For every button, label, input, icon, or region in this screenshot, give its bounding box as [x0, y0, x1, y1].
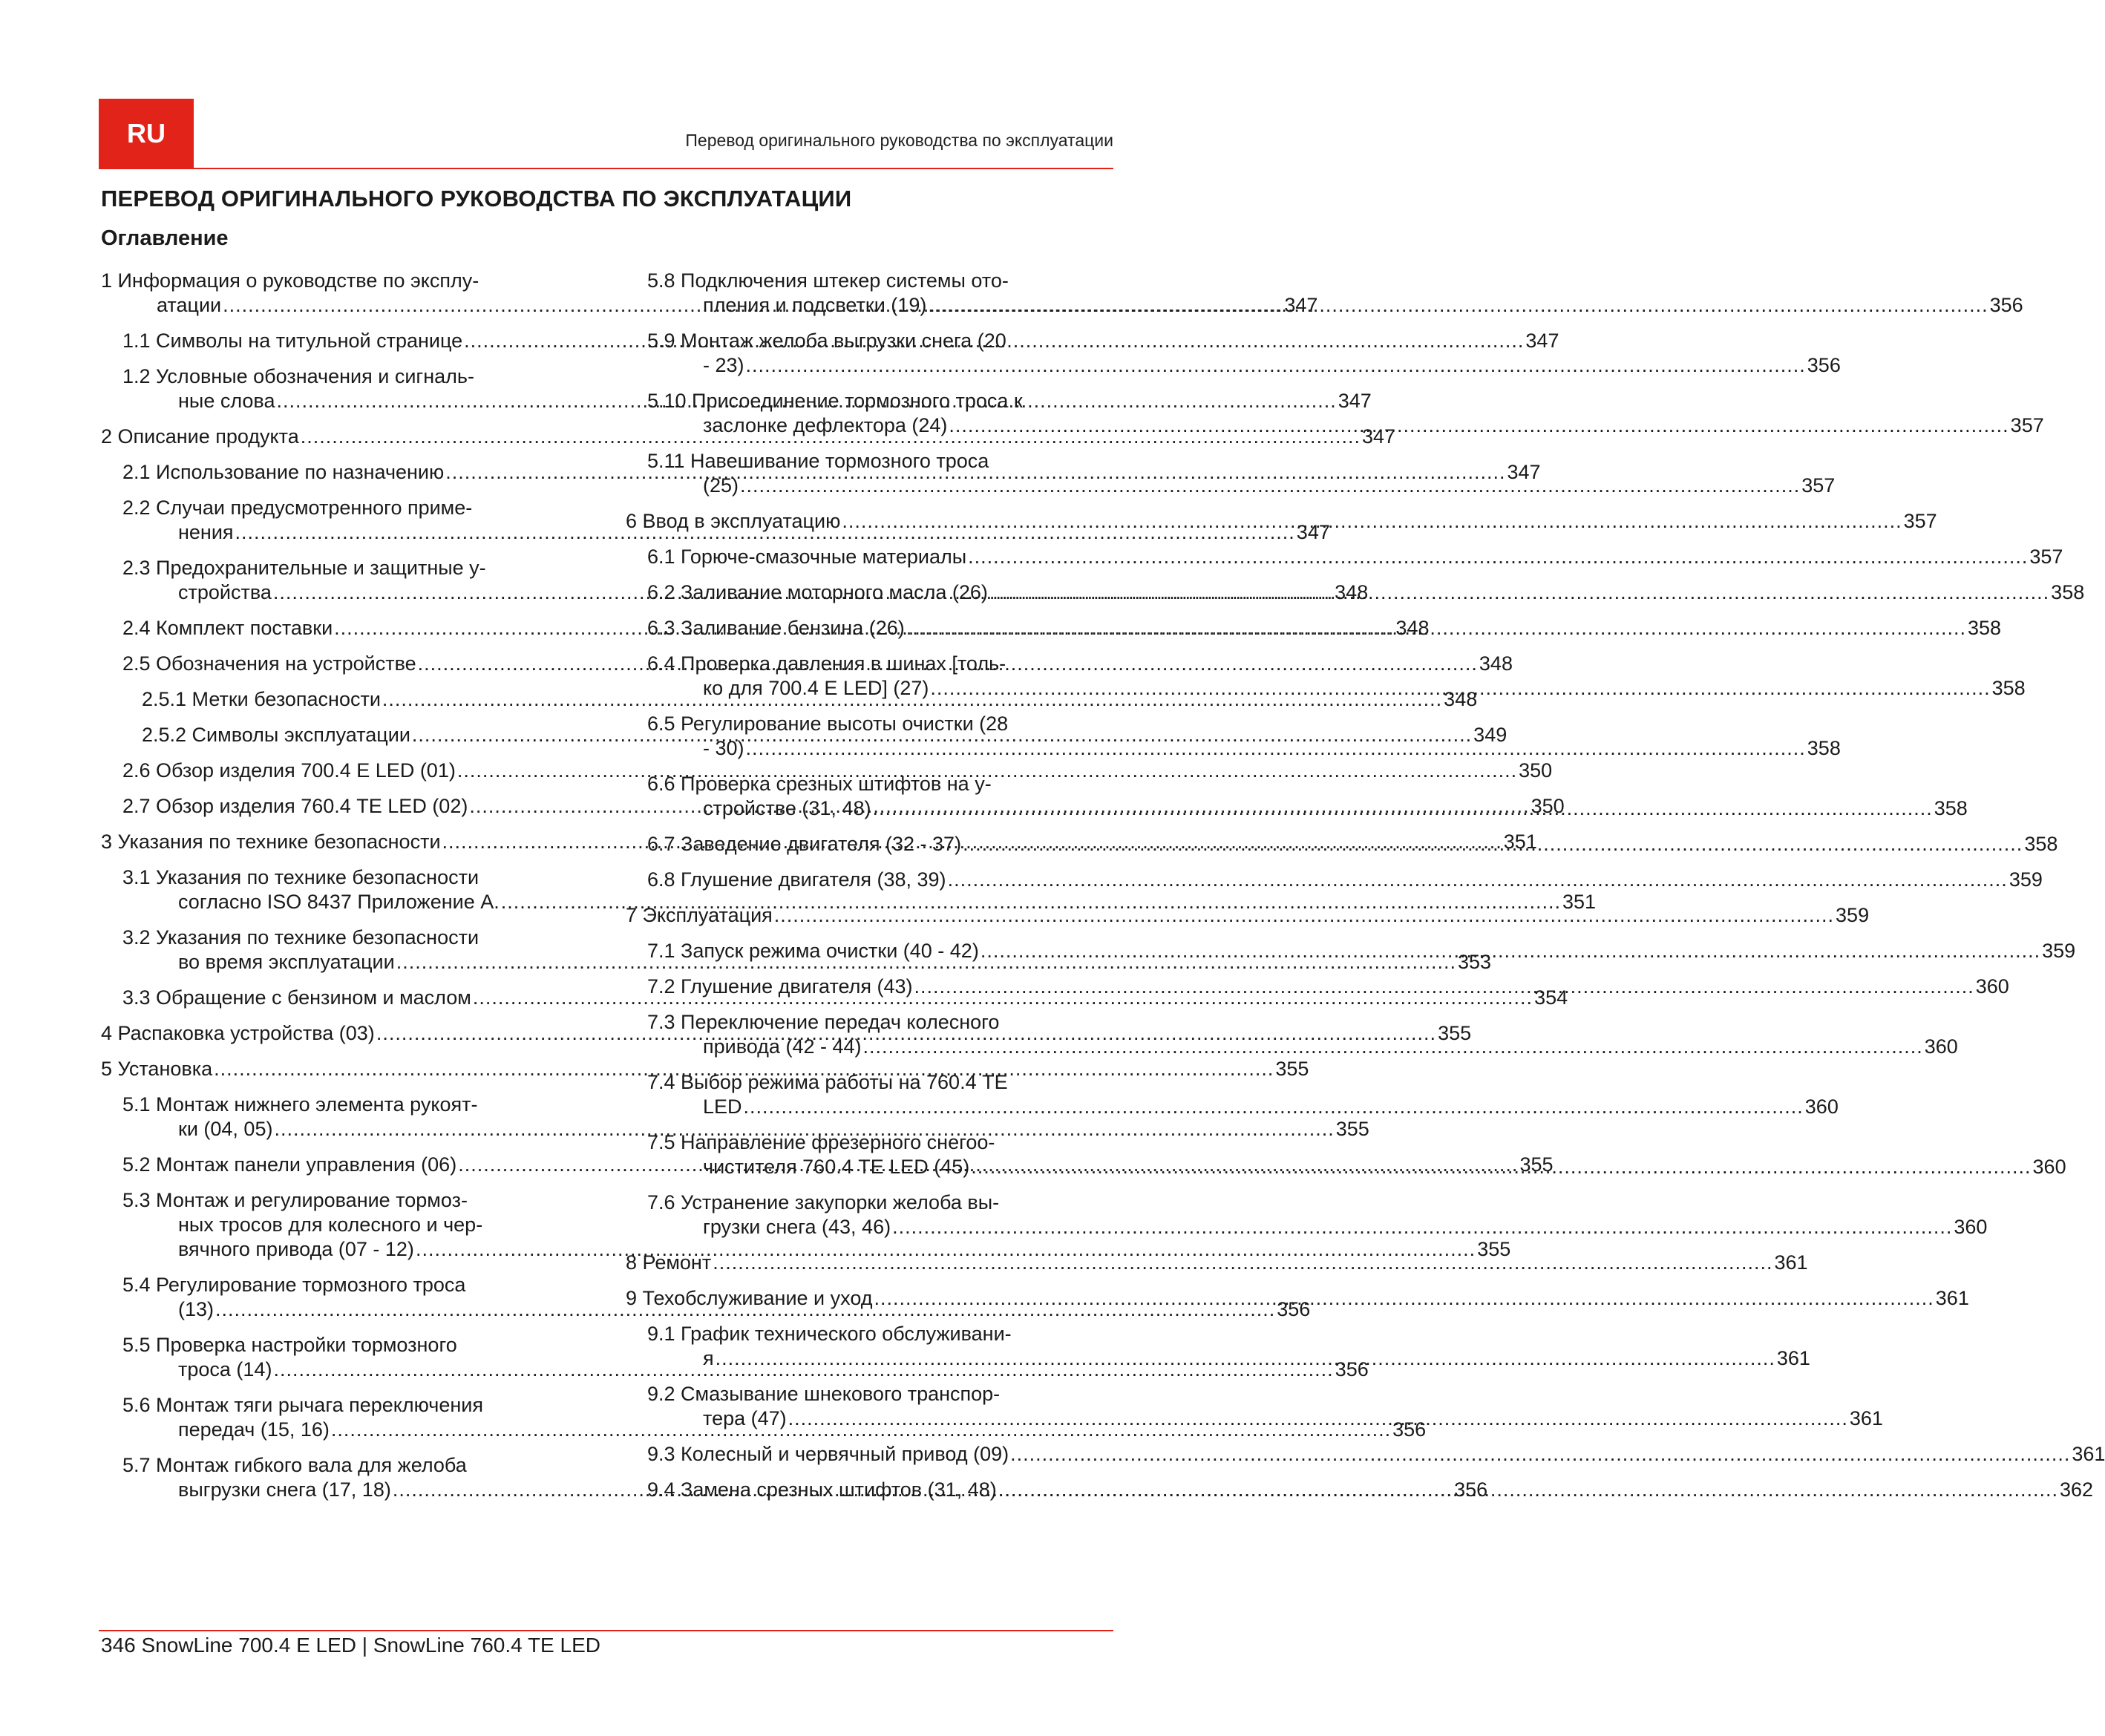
toc-entry-title: 7.1 Запуск режима очистки (40 - 42)	[647, 940, 979, 962]
toc-entry[interactable]	[626, 1442, 2105, 1467]
toc-entry-title-start: 9.2 Смазывание шнекового транспор-	[647, 1383, 1001, 1405]
toc-entry-title-start: 6.5 Регулирование высоты очистки (28	[647, 713, 1009, 735]
toc-entry-title-start: 1.2 Условные обозначения и сигналь-	[122, 365, 474, 387]
toc-page-number: 347	[1284, 294, 1318, 316]
toc-entry-title-start: 5.4 Регулирование тормозного троса	[122, 1274, 466, 1296]
toc-page-number: 356	[1335, 1358, 1369, 1380]
toc-entry-title: заслонке дефлектора (24)	[703, 414, 948, 436]
dot-leader	[892, 1215, 1952, 1239]
toc-page-number: 357	[2029, 546, 2063, 568]
toc-entry-title: 6.7 Заведение двигателя (32 - 37)	[647, 833, 962, 855]
dot-leader	[989, 580, 2049, 605]
toc-entry-title: чистителя 760.4 TE LED (45)	[703, 1156, 970, 1178]
toc-entry-title-start: 3.1 Указания по технике безопасности	[122, 866, 479, 888]
toc-entry-title: 6.3 Заливание бензина (26)	[647, 617, 905, 639]
toc-page-number: 353	[1457, 951, 1492, 973]
footer-rule	[99, 1630, 1113, 1631]
toc-entry-title: 8 Ремонт	[626, 1251, 712, 1274]
dot-leader	[968, 545, 2028, 569]
dot-leader	[872, 796, 1932, 821]
toc-entry-title-start: 5.11 Навешивание тормозного троса	[647, 450, 989, 472]
dot-leader	[744, 1095, 1804, 1119]
toc-entry-title: - 23)	[703, 354, 744, 376]
toc-entry-title-start: 6.6 Проверка срезных штифтов на у-	[647, 773, 992, 795]
toc-entry-title: 1.1 Символы на титульной странице	[122, 330, 463, 352]
toc-page-number: 351	[1503, 831, 1537, 853]
toc-entry[interactable]	[626, 1070, 1839, 1119]
toc-entry-title-start: 6.4 Проверка давления в шинах [толь-	[647, 652, 1006, 675]
toc-page-number: 359	[1836, 904, 1870, 926]
toc-entry-title: 2.4 Комплект поставки	[122, 617, 333, 639]
header-rule	[99, 168, 1113, 169]
dot-leader	[774, 903, 1834, 928]
toc-entry-title: ные слова	[178, 390, 275, 412]
toc-page-number: 348	[1444, 688, 1478, 710]
toc-entry-title: тера (47)	[703, 1407, 787, 1429]
toc-entry-title: 3 Указания по технике безопасности	[101, 831, 441, 853]
dot-leader	[914, 975, 1974, 999]
toc-entry-title: 2 Описание продукта	[101, 425, 299, 448]
toc-entry-title: 3.3 Обращение с бензином и маслом	[122, 986, 471, 1009]
toc-page-number: 358	[1934, 797, 1968, 819]
toc-page-number: 360	[1924, 1035, 1958, 1058]
footer-text: 346 SnowLine 700.4 E LED | SnowLine 760.4 TE LED	[101, 1634, 600, 1657]
running-header: Перевод оригинального руководства по эксплуатации	[685, 131, 1113, 150]
toc-page-number: 359	[2042, 940, 2076, 962]
toc-page-number: 358	[1807, 737, 1841, 759]
toc-entry-title: согласно ISO 8437 Приложение А.	[178, 891, 500, 913]
toc-page-number: 350	[1531, 795, 1565, 817]
toc-entry-title: троса (14)	[178, 1358, 272, 1380]
toc-page-number: 348	[1395, 617, 1430, 639]
dot-leader	[930, 676, 1990, 701]
toc-page-number: 356	[1392, 1418, 1427, 1441]
toc-page-number: 361	[2072, 1443, 2105, 1465]
toc-entry-title-start: 2.3 Предохранительные и защитные у-	[122, 557, 486, 579]
toc-entry-title: 6 Ввод в эксплуатацию	[626, 510, 841, 532]
dot-leader	[746, 353, 1806, 378]
toc-page-number: 347	[1507, 461, 1541, 483]
toc-page-number: 357	[1903, 510, 1937, 532]
toc-page-number: 355	[1477, 1238, 1511, 1260]
toc-page-number: 355	[1438, 1022, 1472, 1044]
toc-entry-title-start: 5.7 Монтаж гибкого вала для желоба	[122, 1454, 467, 1476]
toc-entry-title: 2.1 Использование по назначению	[122, 461, 445, 483]
dot-leader	[981, 939, 2040, 963]
toc-entry-title-start: 3.2 Указания по технике безопасности	[122, 926, 479, 949]
dot-leader	[963, 832, 2023, 856]
toc-page-number: 348	[1335, 581, 1369, 603]
toc-entry-title-start: ных тросов для колесного и чер-	[178, 1213, 483, 1236]
toc-page-number: 347	[1338, 390, 1372, 412]
toc-entry-title: вячного привода (07 - 12)	[178, 1238, 414, 1260]
toc-page-number: 361	[1774, 1251, 1808, 1274]
toc-page-number: 360	[2032, 1156, 2066, 1178]
toc-entry-title: 6.1 Горюче-смазочные материалы	[647, 546, 967, 568]
dot-leader	[746, 736, 1806, 761]
toc-entry-title: выгрузки снега (17, 18)	[178, 1478, 391, 1501]
toc-entry-title: грузки снега (43, 46)	[703, 1216, 891, 1238]
dot-leader	[949, 413, 2009, 438]
dot-leader	[971, 1155, 2031, 1179]
toc-entry-title: (13)	[178, 1298, 215, 1320]
dot-leader	[740, 474, 1800, 498]
toc-entry-title-start: 5.6 Монтаж тяги рычага переключения	[122, 1394, 483, 1416]
language-code: RU	[127, 117, 166, 148]
toc-entry-title: 6.8 Глушение двигателя (38, 39)	[647, 868, 946, 891]
toc-page-number: 357	[1801, 474, 1836, 497]
toc-entry-title-start: 7.4 Выбор режима работы на 760.4 TE	[647, 1071, 1008, 1093]
toc-page-number: 358	[1991, 677, 2026, 699]
toc-page-number: 347	[1296, 521, 1330, 543]
toc-entry-title: 2.7 Обзор изделия 760.4 TE LED (02)	[122, 795, 468, 817]
toc-page-number: 358	[1968, 617, 2002, 639]
toc-page-number: 358	[2024, 833, 2058, 855]
toc-entry-title-start: 5.8 Подключения штекер системы ото-	[647, 269, 1009, 292]
toc-entry-title-start: 5.3 Монтаж и регулирование тормоз-	[122, 1189, 468, 1211]
toc-page-number: 355	[1519, 1153, 1554, 1176]
toc-page-number: 347	[1525, 330, 1559, 352]
toc-page-number: 350	[1519, 759, 1553, 782]
toc-entry-title: 7.2 Глушение двигателя (43)	[647, 975, 913, 998]
toc-heading: Оглавление	[101, 226, 229, 250]
document-title: ПЕРЕВОД ОРИГИНАЛЬНОГО РУКОВОДСТВА ПО ЭКСПЛУАТАЦИИ	[101, 186, 852, 212]
toc-entry-title: 9.4 Замена срезных штифтов (31, 48)	[647, 1478, 997, 1501]
toc-page-number: 356	[1989, 294, 2023, 316]
toc-entry-title-start: 7.3 Переключение передач колесного	[647, 1011, 1000, 1033]
toc-entry-title-start: 2.2 Случаи предусмотренного приме-	[122, 497, 473, 519]
toc-entry[interactable]	[626, 545, 2063, 569]
toc-entry-title: пления и подсветки (19)	[703, 294, 927, 316]
toc-page-number: 361	[1935, 1287, 1969, 1309]
dot-leader	[928, 293, 1988, 318]
toc-entry-title: во время эксплуатации	[178, 951, 395, 973]
toc-page-number: 362	[2059, 1478, 2094, 1501]
toc-entry-title-start: 7.5 Направление фрезерного снегоо-	[647, 1131, 995, 1153]
toc-page-number: 351	[1562, 891, 1597, 913]
dot-leader	[716, 1346, 1775, 1371]
toc-page-number: 347	[1362, 425, 1396, 448]
toc-entry-title: нения	[178, 521, 234, 543]
toc-entry-title: атации	[157, 294, 222, 316]
dot-leader	[874, 1286, 1934, 1311]
toc-entry-title: 5.2 Монтаж панели управления (06)	[122, 1153, 457, 1176]
toc-entry-title: 7 Эксплуатация	[626, 904, 773, 926]
toc-page-number: 359	[2009, 868, 2043, 891]
dot-leader	[948, 868, 2008, 892]
toc-entry-title: 4 Распаковка устройства (03)	[101, 1022, 375, 1044]
toc-page-number: 361	[1849, 1407, 1883, 1429]
toc-page-number: 349	[1473, 724, 1507, 746]
dot-leader	[788, 1406, 1848, 1431]
dot-leader	[998, 1478, 2058, 1502]
toc-entry[interactable]	[626, 868, 2043, 892]
toc-entry-title: я	[703, 1347, 714, 1369]
toc-entry-title-start: 1 Информация о руководстве по эксплу-	[101, 269, 479, 292]
toc-entry-title: - 30)	[703, 737, 744, 759]
toc-entry-title-start: 5.10 Присоединение тормозного троса к	[647, 390, 1023, 412]
toc-entry-title: LED	[703, 1095, 742, 1118]
toc-entry[interactable]	[101, 759, 1553, 783]
dot-leader	[863, 1035, 1923, 1059]
toc-entry-title: 2.5.2 Символы эксплуатации	[142, 724, 410, 746]
toc-entry-title: 2.6 Обзор изделия 700.4 E LED (01)	[122, 759, 456, 782]
dot-leader	[713, 1251, 1772, 1275]
toc-entry-title: привода (42 - 44)	[703, 1035, 862, 1058]
toc-entry-title-start: 7.6 Устранение закупорки желоба вы-	[647, 1191, 1000, 1213]
toc-entry[interactable]	[626, 903, 1870, 928]
toc-page-number: 360	[1954, 1216, 1988, 1238]
toc-entry[interactable]	[626, 1251, 1808, 1275]
toc-entry-title: стройства	[178, 581, 272, 603]
toc-entry-title-start: 5.5 Проверка настройки тормозного	[122, 1334, 457, 1356]
toc-entry-title: передач (15, 16)	[178, 1418, 330, 1441]
dot-leader	[1010, 1442, 2070, 1467]
toc-page-number: 360	[1804, 1095, 1839, 1118]
toc-entry-title-start: 5.1 Монтаж нижнего элемента рукоят-	[122, 1093, 478, 1116]
toc-entry-title: 2.5.1 Метки безопасности	[142, 688, 381, 710]
toc-page-number: 356	[1277, 1298, 1311, 1320]
toc-entry[interactable]	[101, 1057, 1309, 1081]
toc-page-number: 360	[1975, 975, 2009, 998]
toc-page-number: 356	[1454, 1478, 1488, 1501]
dot-leader	[842, 509, 1902, 534]
toc-entry[interactable]	[626, 1190, 1988, 1239]
toc-page-number: 354	[1534, 986, 1568, 1009]
toc-page-number: 356	[1807, 354, 1841, 376]
toc-entry-title: 9.3 Колесный и червячный привод (09)	[647, 1443, 1009, 1465]
toc-page-number: 355	[1335, 1118, 1369, 1140]
toc-entry-title: 5 Установка	[101, 1058, 213, 1080]
toc-page-number: 348	[1479, 652, 1513, 675]
dot-leader	[906, 616, 1966, 641]
toc-entry-title: (25)	[703, 474, 739, 497]
toc-page-number: 357	[2010, 414, 2044, 436]
toc-entry-title: стройстве (31, 48)	[703, 797, 871, 819]
toc-entry-title-start: 9.1 График технического обслуживани-	[647, 1323, 1012, 1345]
toc-page-number: 355	[1275, 1058, 1309, 1080]
toc-page-number: 358	[2051, 581, 2085, 603]
toc-entry-title: ко для 700.4 E LED] (27)	[703, 677, 929, 699]
toc-entry-title-start: 5.9 Монтаж желоба выгрузки снега (20	[647, 330, 1006, 352]
toc-entry-title: 6.2 Заливание моторного масла (26)	[647, 581, 988, 603]
toc-entry-title: 2.5 Обозначения на устройстве	[122, 652, 416, 675]
language-badge	[99, 99, 194, 168]
toc-entry-title: ки (04, 05)	[178, 1118, 273, 1140]
toc-page-number: 361	[1776, 1347, 1810, 1369]
toc-entry-title: 9 Техобслуживание и уход	[626, 1287, 873, 1309]
